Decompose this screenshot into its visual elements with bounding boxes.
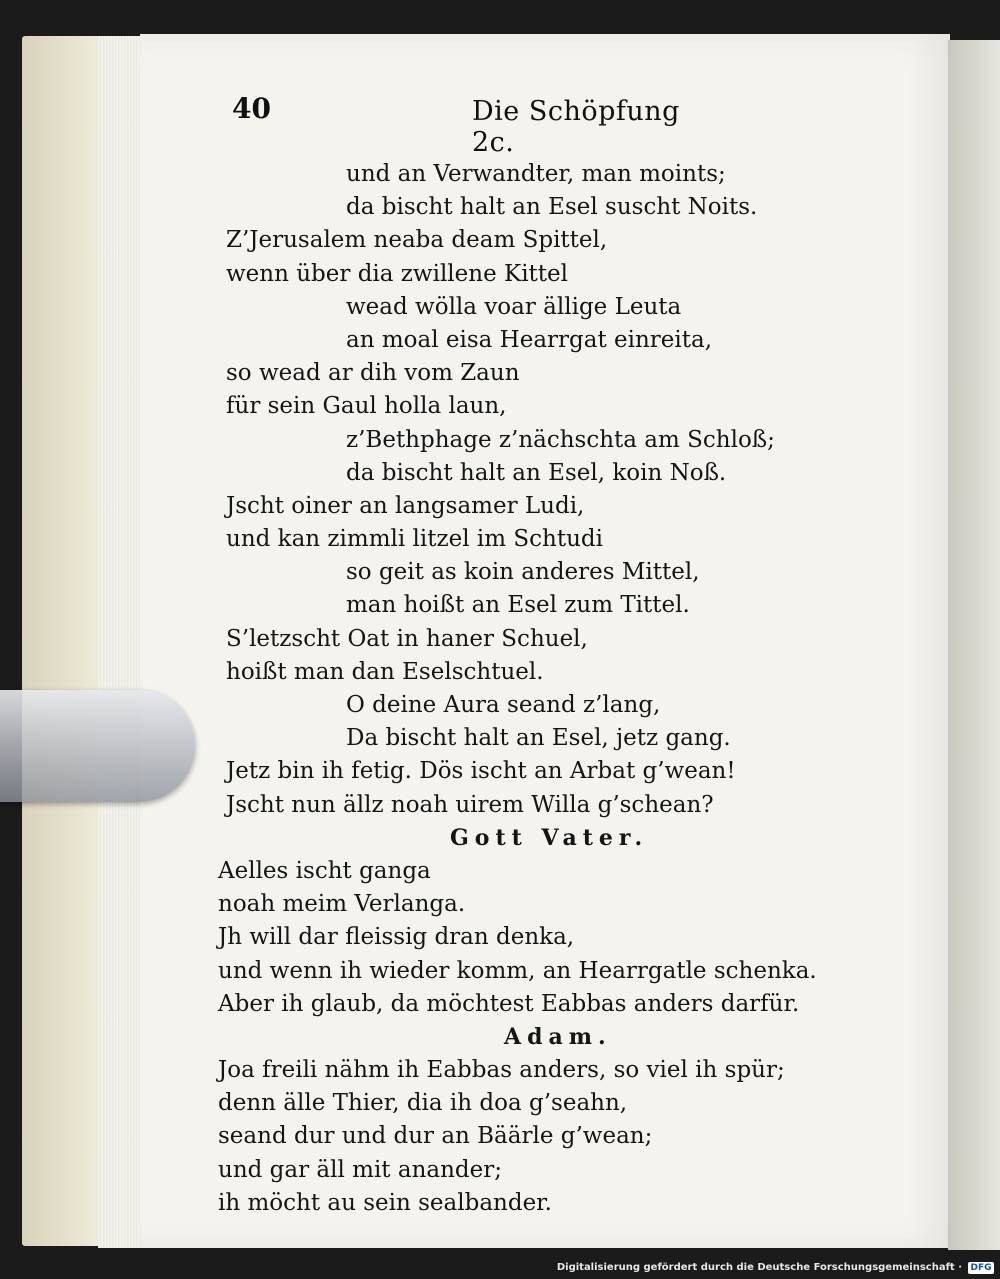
verse-block-adam — [218, 1054, 818, 1220]
verse-line: Aelles ischt ganga — [218, 857, 431, 884]
verse-line: wenn über dia zwillene Kittel — [226, 260, 569, 287]
verse-line: ih möcht au sein sealbander. — [218, 1189, 552, 1216]
verse-line: Da bischt halt an Esel, jetz gang. — [346, 725, 731, 752]
page-header — [232, 92, 692, 158]
verse-line: man hoißt an Esel zum Tittel. — [346, 592, 690, 619]
verse-line: S’letzscht Oat in haner Schuel, — [226, 625, 588, 652]
page-number: 40 — [232, 92, 271, 125]
verse-line: an moal eisa Hearrgat einreita, — [346, 326, 713, 353]
verse-line: Z’Jerusalem neaba deam Spittel, — [226, 227, 608, 254]
verse-block-1 — [218, 158, 818, 822]
verse-line: und gar äll mit anander; — [218, 1156, 502, 1183]
verse-line: Joa freili nähm ih Eabbas anders, so viel ih spür; — [218, 1057, 785, 1084]
verse-line: und an Verwandter, man moints; — [346, 161, 726, 187]
verse-line: hoißt man dan Eselschtuel. — [226, 658, 544, 685]
verse-line: seand dur und dur an Bäärle g’wean; — [218, 1123, 653, 1150]
running-title: Die Schöpfung 2c. — [472, 96, 680, 158]
verse-line: Jh will dar fleissig dran denka, — [218, 924, 575, 951]
verse-line: so geit as koin anderes Mittel, — [346, 559, 700, 586]
speaker-heading-gott: Gott Vater. — [450, 824, 649, 851]
verse-line: denn älle Thier, dia ih doa g’seahn, — [218, 1090, 628, 1117]
verse-line: so wead ar dih vom Zaun — [226, 360, 520, 387]
facing-page-edge — [948, 40, 1000, 1250]
verse-line: Jetz bin ih fetig. Dös ischt an Arbat g’wean! — [226, 758, 736, 785]
poem-text — [218, 158, 818, 1220]
verse-line: Jscht oiner an langsamer Ludi, — [226, 492, 585, 519]
page-holder-clip — [0, 690, 195, 802]
verse-line: und kan zimmli litzel im Schtudi — [226, 526, 603, 553]
verse-block-gott — [218, 855, 818, 1021]
speaker-heading-adam: Adam. — [504, 1023, 612, 1050]
verse-line: Jscht nun ällz noah uirem Willa g’schean? — [226, 791, 714, 818]
verse-line: z’Bethphage z’nächschta am Schloß; — [346, 426, 775, 453]
dfg-logo: DFG — [968, 1262, 994, 1274]
verse-line: Aber ih glaub, da möchtest Eabbas anders darfür. — [218, 990, 800, 1017]
verse-line: O deine Aura seand z’lang, — [346, 692, 661, 718]
verse-line: da bischt halt an Esel, koin Noß. — [346, 459, 727, 486]
verse-line: und wenn ih wieder komm, an Hearrgatle schenka. — [218, 957, 817, 984]
verse-line: wead wölla voar ällige Leuta — [346, 293, 682, 320]
verse-line: noah meim Verlanga. — [218, 891, 466, 918]
verse-line: da bischt halt an Esel suscht Noits. — [346, 194, 758, 221]
digitization-credit: Digitalisierung gefördert durch die Deutsche Forschungsgemeinschaft · — [556, 1262, 962, 1273]
verse-line: für sein Gaul holla laun, — [226, 393, 507, 420]
book-cover-edge — [22, 36, 110, 1246]
